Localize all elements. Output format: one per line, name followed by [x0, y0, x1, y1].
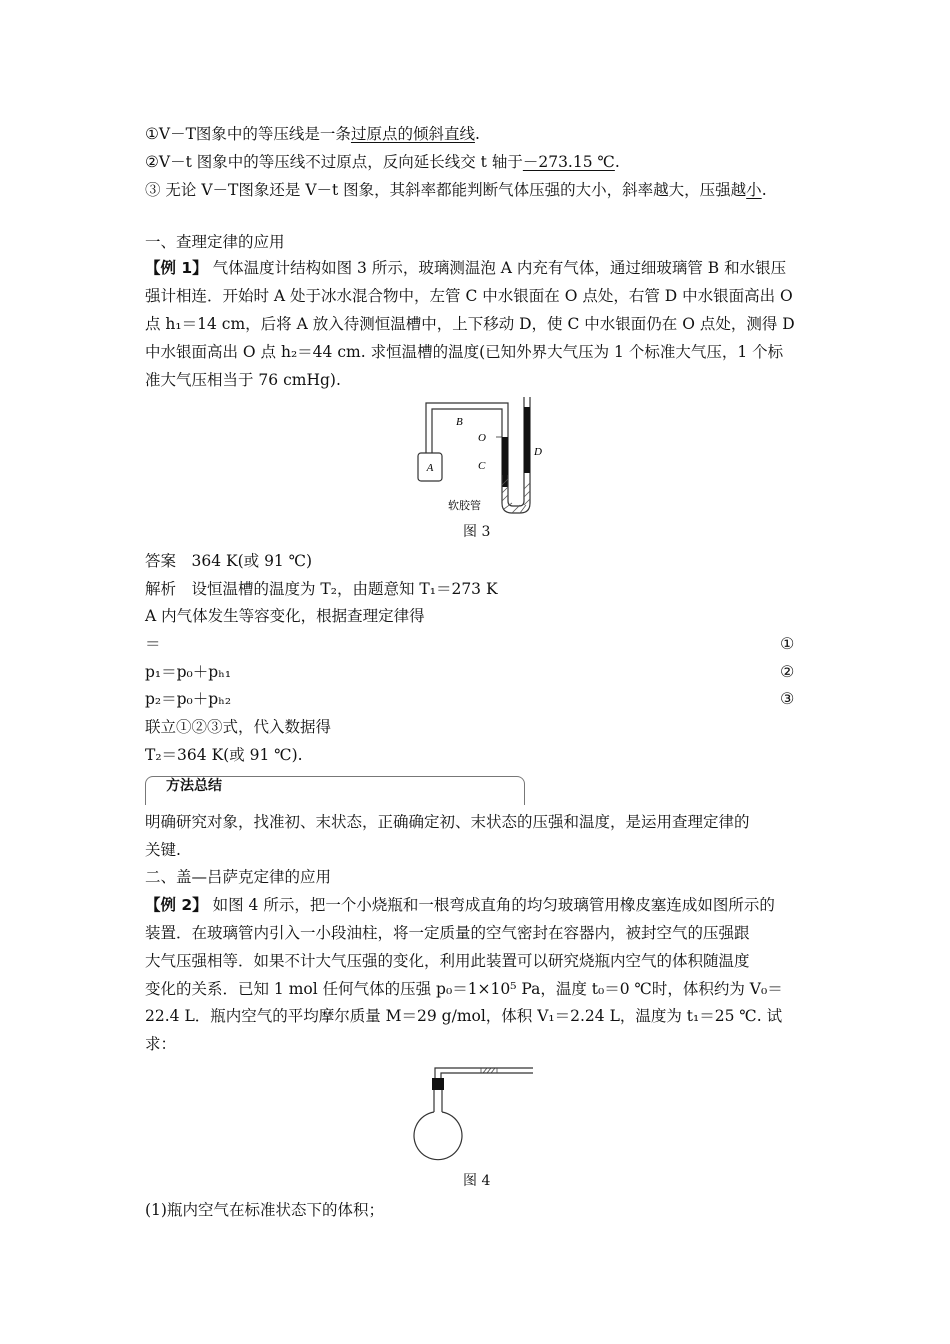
example-2-line-5: 22.4 L．瓶内空气的平均摩尔质量 M＝29 g/mol，体积 V₁＝2.24 L，温度为 t₁＝25 ℃. 试: [145, 1007, 783, 1025]
method-summary-title: 方法总结: [160, 777, 228, 795]
example-2-line-6: 求：: [145, 1035, 177, 1053]
figure-3-caption: 图 3: [463, 524, 491, 540]
question-1: (1)瓶内空气在标准状态下的体积；: [145, 1201, 384, 1219]
example-2-tag: 【例 2】: [145, 896, 208, 914]
analysis-line-1: 解析 设恒温槽的温度为 T₂，由题意知 T₁＝273 K: [145, 580, 498, 598]
point-end: .: [761, 181, 767, 199]
section-heading-1: 一、查理定律的应用: [145, 233, 285, 251]
figure-4-diagram: [405, 1058, 535, 1166]
example-1-tag: 【例 1】: [145, 259, 208, 277]
equation-number-3: ③: [780, 689, 795, 708]
figure-3-diagram: [400, 395, 550, 520]
example-2-line-2: 装置．在玻璃管内引入一小段油柱，将一定质量的空气密封在容器内，被封空气的压强跟: [145, 924, 750, 942]
point-text: ③ 无论 V－T图象还是 V－t 图象，其斜率都能判断气体压强的大小，斜率越大，压强越: [145, 181, 747, 199]
point-end: .: [614, 153, 620, 171]
example-1-line-3: 点 h₁＝14 cm，后将 A 放入待测恒温槽中，上下移动 D，使 C 中水银面仍在 O 点处，测得 D: [145, 315, 795, 333]
point-text: ②V－t 图象中的等压线不过原点，反向延长线交 t 轴于: [145, 153, 523, 171]
example-2-line-4: 变化的关系．已知 1 mol 任何气体的压强 p₀＝1×10⁵ Pa，温度 t₀＝0 ℃时，体积约为 V₀＝: [145, 980, 783, 998]
example-2-line-3: 大气压强相等．如果不计大气压强的变化，利用此装置可以研究烧瓶内空气的体积随温度: [145, 952, 750, 970]
label-c: C: [478, 460, 486, 472]
analysis-line-7: T₂＝364 K(或 91 ℃).: [145, 746, 303, 764]
point-1: [145, 124, 480, 144]
figure-4-caption: 图 4: [463, 1173, 491, 1189]
analysis-line-4: p₁＝p₀＋pₕ₁: [145, 663, 232, 681]
example-2-text: 如图 4 所示，把一个小烧瓶和一根弯成直角的均匀玻璃管用橡皮塞连成如图所示的: [207, 896, 775, 914]
example-1-line-5: 准大气压相当于 76 cmHg).: [145, 371, 341, 389]
point-2: [145, 152, 620, 172]
point-3: [145, 180, 767, 200]
label-rubber-tube: 软胶管: [448, 499, 481, 512]
example-1-line-4: 中水银面高出 O 点 h₂＝44 cm. 求恒温槽的温度(已知外界大气压为 1 个标准大气压，1 个标: [145, 343, 784, 361]
point-end: .: [474, 125, 480, 143]
example-2-line-1: [145, 895, 775, 915]
analysis-line-3: ＝: [145, 635, 161, 653]
answer-line: 答案 364 K(或 91 ℃): [145, 552, 313, 570]
analysis-line-5: p₂＝p₀＋pₕ₂: [145, 690, 232, 708]
point-answer: 小: [746, 181, 762, 199]
label-o: O: [478, 432, 486, 444]
example-1-line-2: 强计相连．开始时 A 处于冰水混合物中，左管 C 中水银面在 O 点处，右管 D 中水银面高出 O: [145, 287, 793, 305]
section-heading-2: 二、盖—吕萨克定律的应用: [145, 868, 332, 886]
label-d: D: [534, 446, 542, 458]
method-line-2: 关键.: [145, 841, 181, 859]
label-a: A: [426, 462, 434, 474]
analysis-line-6: 联立①②③式，代入数据得: [145, 718, 332, 736]
example-1-line-1: [145, 258, 786, 278]
point-answer: 过原点的倾斜直线: [350, 125, 475, 143]
point-text: ①V－T图象中的等压线是一条: [145, 125, 351, 143]
example-1-text: 气体温度计结构如图 3 所示，玻璃测温泡 A 内充有气体，通过细玻璃管 B 和水银压: [207, 259, 787, 277]
equation-number-2: ②: [780, 662, 795, 681]
point-answer: －273.15 ℃: [522, 153, 615, 171]
method-line-1: 明确研究对象，找准初、末状态，正确确定初、末状态的压强和温度，是运用查理定律的: [145, 813, 750, 831]
equation-number-1: ①: [780, 634, 795, 653]
label-b: B: [456, 416, 463, 428]
analysis-line-2: A 内气体发生等容变化，根据查理定律得: [145, 607, 425, 625]
